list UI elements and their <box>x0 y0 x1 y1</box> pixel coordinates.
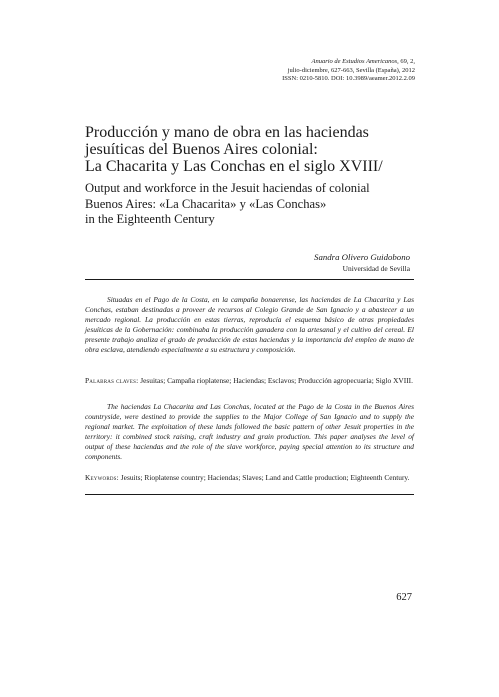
title-en-line: in the Eighteenth Century <box>85 212 215 226</box>
article-title-english <box>85 181 425 228</box>
title-es-line: La Chacarita y Las Conchas en el siglo XVIII/ <box>85 158 383 175</box>
page-number: 627 <box>396 592 412 603</box>
top-divider <box>85 279 414 280</box>
journal-volume: , 69, 2, <box>397 58 415 65</box>
keywords-en-label: Keywords: <box>85 473 119 482</box>
bottom-divider <box>85 494 414 495</box>
keywords-es-label: Palabras claves: <box>85 376 139 385</box>
title-es-line: Producción y mano de obra en las haciendas <box>85 124 369 141</box>
title-en-line: Output and workforce in the Jesuit haciendas of colonial <box>85 181 370 195</box>
title-es-line: jesuíticas del Buenos Aires colonial: <box>85 141 318 158</box>
author-affiliation: Universidad de Sevilla <box>342 264 410 273</box>
article-title-spanish <box>85 124 425 175</box>
title-en-line: Buenos Aires: «La Chacarita» y «Las Conchas» <box>85 196 327 211</box>
keywords-english <box>85 473 414 483</box>
author-name: Sandra Olivero Guidobono <box>314 252 410 262</box>
abstract-english: The haciendas La Chacarita and Las Conchas, located at the Pago de la Costa in the Buenos Aires countryside, were destined to provide the supplies to the Major College of San Ignacio and to supply the regional market. The exploitation of these lands followed the basic pattern of other Jesuit properties in the territory: it combined stock raising, craft industry and grain production. This paper analyses the level of output of these haciendas and the role of the slave workforce, paying special attention to its structure and components. <box>85 402 414 462</box>
journal-issn-line: ISSN: 0210-5810. DOI: 10.3989/aeamer.2012.2.09 <box>282 75 415 83</box>
journal-header <box>115 58 415 84</box>
keywords-es-text: Jesuitas; Campaña rioplatense; Haciendas; Esclavos; Producción agropecuaria; Siglo XVIII. <box>140 376 413 385</box>
abstract-spanish: Situadas en el Pago de la Costa, en la campaña bonaerense, las haciendas de La Chacarita y Las Conchas, estaban destinadas a proveer de recursos al Colegio Grande de San Ignacio y a abastecer a un mercado regional. La producción en estas tierras, reproducía el esquema básico de otras propiedades jesuíticas de la Gobernación: combinaba la producción ganadera con la artesanal y el cultivo del cereal. El presente trabajo analiza el grado de producción de estas haciendas y la importancia del empleo de mano de obra esclava, atendiendo especialmente a su estructura y composición. <box>85 295 414 355</box>
keywords-spanish <box>85 376 414 386</box>
journal-issue-line: julio-diciembre, 627-663, Sevilla (España), 2012 <box>287 66 415 74</box>
keywords-en-text: Jesuits; Rioplatense country; Haciendas; Slaves; Land and Cattle production; Eighteenth Century. <box>120 473 410 482</box>
journal-citation-line <box>115 58 415 67</box>
journal-name: Anuario de Estudios Americanos <box>311 58 398 65</box>
